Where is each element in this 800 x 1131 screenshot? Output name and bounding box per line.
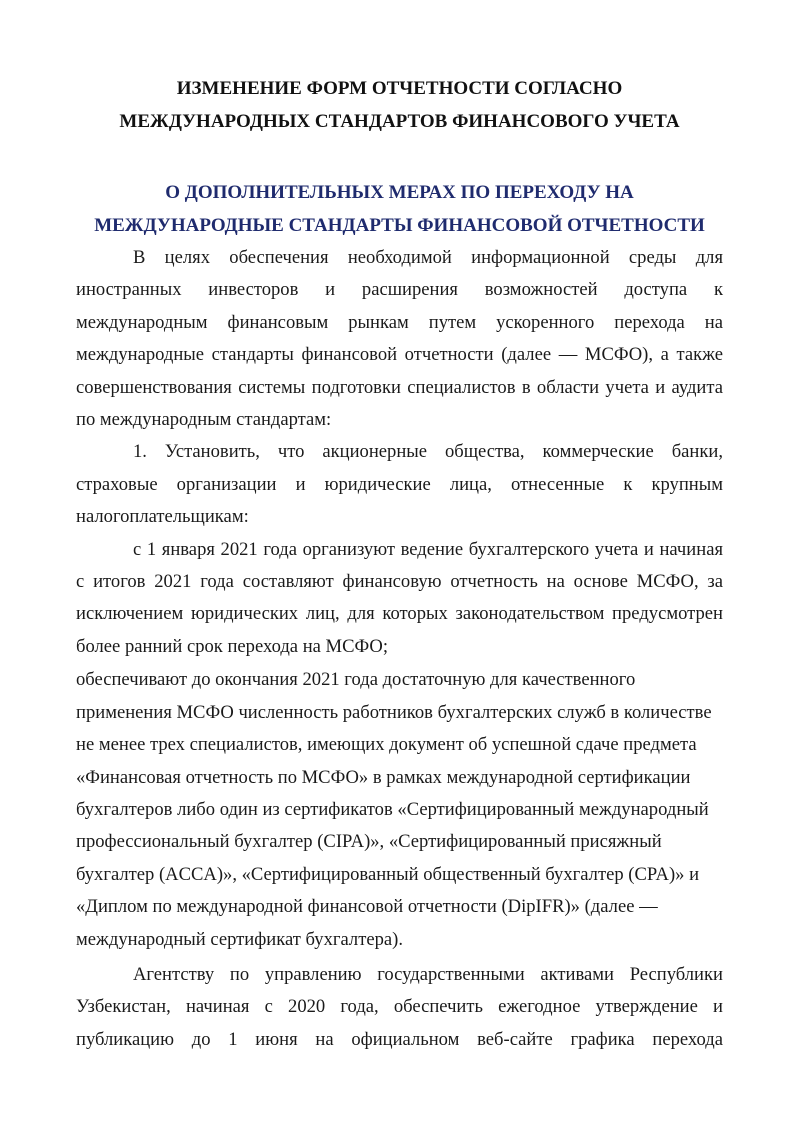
section-title: О ДОПОЛНИТЕЛЬНЫХ МЕРАХ ПО ПЕРЕХОДУ НА МЕЖДУНАРОДНЫЕ СТАНДАРТЫ ФИНАНСОВОЙ ОТЧЕТНОСТИ bbox=[94, 182, 705, 236]
document-title: ИЗМЕНЕНИЕ ФОРМ ОТЧЕТНОСТИ СОГЛАСНО МЕЖДУНАРОДНЫХ СТАНДАРТОВ ФИНАНСОВОГО УЧЕТА bbox=[119, 78, 680, 132]
paragraph-item-1: 1. Установить, что акционерные общества, коммерческие банки, страховые организации и юридические лица, отнесенные к крупным налогоплательщикам: bbox=[76, 441, 723, 528]
paragraph-item-1-subpoint-a: с 1 января 2021 года организуют ведение бухгалтерского учета и начиная с итогов 2021 года составляют финансовую отчетность на основе МСФО, за исключением юридических лиц, для которых законодательством предусмотрен более ранний срок перехода на МСФО; bbox=[76, 538, 723, 657]
paragraph-item-1-subpoint-b: обеспечивают до окончания 2021 года достаточную для качественного применения МСФО численность работников бухгалтерских служб в количестве не менее трех специалистов, имеющих документ об успешной сдаче предмета «Финансовая отчетность по МСФО» в рамках международной сертификации бухгалтеров либо один из сертификатов «Сертифицированный международный профессиональный бухгалтер (CIPA)», «Сертифицированный присяжный бухгалтер (ACCA)», «Сертифицированный общественный бухгалтер (CPA)» и «Диплом по международной финансовой отчетности (DipIFR)» (далее — международный сертификат бухгалтера). bbox=[76, 669, 712, 950]
paragraph-agency: Агентству по управлению государственными активами Республики Узбекистан, начиная с 2020 года, обеспечить ежегодное утверждение и публикацию до 1 июня на официальном веб-сайте графика перехода bbox=[76, 963, 723, 1050]
document-page bbox=[76, 72, 723, 1056]
paragraph-intro: В целях обеспечения необходимой информационной среды для иностранных инвесторов и расширения возможностей доступа к международным финансовым рынкам путем ускоренного перехода на международные стандарты финансовой отчетности (далее — МСФО), а также совершенствования системы подготовки специалистов в области учета и аудита по международным стандартам: bbox=[76, 247, 723, 431]
